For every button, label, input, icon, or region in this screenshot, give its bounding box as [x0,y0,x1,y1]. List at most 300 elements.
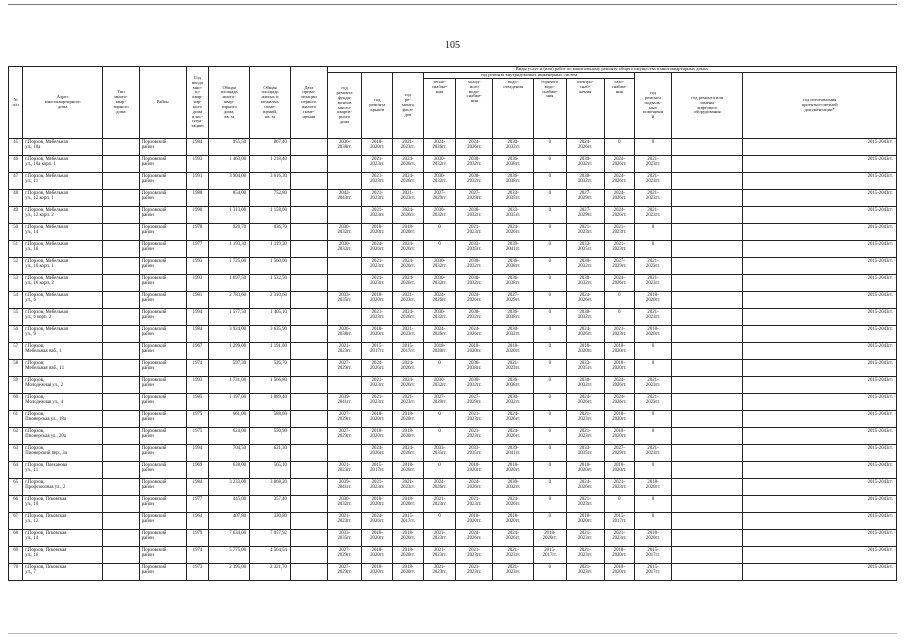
row-foundation: 2039- 2041гг. [327,394,362,411]
row-design: 2015-2043гг. [743,411,897,428]
row-area-living: 2 310,60 [250,292,291,309]
table-body [9,139,897,581]
row-hot-water: 0 [534,479,567,496]
row-roof: 2018- 2020гг. [362,411,393,428]
row-year: 1975 [186,411,208,428]
row-cold-water: 2021- 2023гг. [456,496,493,513]
row-year: 1984 [186,139,208,156]
row-hot-water: 0 [534,326,567,343]
row-number: 70 [9,564,23,581]
row-hot-water: 0 [534,173,567,190]
row-gas: 2018- 2020гг. [604,428,635,445]
row-district: Порховский район [139,479,186,496]
row-area: 7 634,00 [209,530,250,547]
row-basement: 2021- 2023гг. [635,309,672,326]
row-heat: 0 [423,428,456,445]
row-heat: 2024- 2026гг. [423,292,456,309]
row-hot-water: 0 [534,258,567,275]
row-hot-water: 2015- 2017гг. [534,547,567,564]
row-gas: 2015- 2017гг. [604,513,635,530]
row-district: Порховский район [139,496,186,513]
row-roof: 2018- 2020гг. [362,530,393,547]
row-electric: 2030- 2032гг. [566,173,604,190]
row-heat: 2027- 2029гг. [423,190,456,207]
col-heat: тепло- снабже- ния [423,79,456,139]
row-district: Порховский район [139,547,186,564]
row-sewer: 2024- 2026гг. [493,530,534,547]
row-district: Порховский район [139,411,186,428]
row-area-living: 4 564,54 [250,547,291,564]
row-roof: 2024- 2026гг. [362,445,393,462]
row-electric: 2024- 2026гг. [566,292,604,309]
row-facade: 2021- 2023гг. [393,394,424,411]
row-gas: 2027- 2029гг. [604,258,635,275]
row-year: 1973 [186,564,208,581]
row-electric: 2021- 2023гг. [566,564,604,581]
row-electric: 2030- 2032гг. [566,258,604,275]
row-type [102,360,139,377]
row-elevator [671,258,743,275]
row-roof: 2021- 2023гг. [362,309,393,326]
table-row [9,292,897,309]
row-electric: 2033- 2035гг. [566,445,604,462]
row-year: 1974 [186,547,208,564]
row-heat: 2021- 2023гг. [423,496,456,513]
register-sheet [8,66,897,581]
row-cold-water: 2018- 2020гг. [456,343,493,360]
row-basement: 2018- 2020гг. [635,326,672,343]
row-roof: 2021- 2023гг. [362,207,393,224]
table-row [9,411,897,428]
row-basement: 2021- 2023гг. [635,258,672,275]
row-area: 661,00 [209,411,250,428]
row-privatization [290,309,327,326]
row-electric: 2024- 2026гг. [566,479,604,496]
row-address: г.Порхов, Псковская ул., 10 [23,496,103,513]
row-year: 1981 [186,292,208,309]
row-address: г.Порхов, Мебельная ул., 16 корп. 1 [23,258,103,275]
row-district: Порховский район [139,156,186,173]
row-sewer: 2030- 2032гг. [493,139,534,156]
row-area-living: 1 218,40 [250,156,291,173]
row-type [102,445,139,462]
row-address: г.Порхов, Псковская ул., 7 [23,564,103,581]
row-privatization [290,547,327,564]
row-privatization [290,224,327,241]
row-hot-water: 0 [534,360,567,377]
row-hot-water: 0 [534,343,567,360]
row-hot-water: 0 [534,513,567,530]
row-type [102,241,139,258]
row-sewer: 2021- 2023гг. [493,564,534,581]
row-heat: 2027- 2029гг. [423,394,456,411]
row-address: г.Порхов, Мебельная ул., 6 [23,292,103,309]
row-type [102,292,139,309]
row-address: г.Порхов, Пионерская ул., 18а [23,411,103,428]
row-heat: 2021- 2023гг. [423,547,456,564]
row-area-living: 3 616,30 [250,173,291,190]
col-address: Адрес многоквартирного дома [23,67,103,139]
row-facade: 2015- 2017гг. [393,343,424,360]
row-heat: 2030- 2032гг. [423,275,456,292]
row-number: 48 [9,190,23,207]
row-hot-water: 0 [534,394,567,411]
row-area-living: 1 560,00 [250,258,291,275]
row-cold-water: 2021- 2023гг. [456,411,493,428]
row-hot-water: 0 [534,564,567,581]
row-roof: 2018- 2020гг. [362,428,393,445]
row-elevator [671,241,743,258]
table-row [9,190,897,207]
row-cold-water: 2021- 2023гг. [456,224,493,241]
row-area-living: 3 068,20 [250,479,291,496]
row-basement: 2021- 2023гг. [635,394,672,411]
row-basement: 2021- 2023гг. [635,445,672,462]
row-gas: 0 [604,496,635,513]
row-number: 54 [9,292,23,309]
row-facade: 2015- 2017гг. [393,513,424,530]
row-basement: 0 [635,139,672,156]
row-area-living: 1 089,40 [250,394,291,411]
row-address: г.Порхов, Псковская ул., 12 [23,513,103,530]
row-area-living: 1 158,00 [250,207,291,224]
row-area: 1 697,50 [209,275,250,292]
row-design: 2015-2043гг. [743,156,897,173]
row-roof: 2018- 2020гг. [362,326,393,343]
row-area-living: 588,00 [250,411,291,428]
table-row [9,207,897,224]
row-roof: 2018- 2020гг. [362,496,393,513]
row-area-living: 565,10 [250,462,291,479]
row-sewer: 2024- 2026гг. [493,224,534,241]
row-hot-water: 0 [534,190,567,207]
row-sewer: 2021- 2023гг. [493,547,534,564]
row-area: 638,00 [209,462,250,479]
row-hot-water: 0 [534,224,567,241]
row-heat: 2030- 2032гг. [423,173,456,190]
row-foundation [327,156,362,173]
row-elevator [671,139,743,156]
row-foundation: 2027- 2029гг. [327,547,362,564]
row-basement: 0 [635,411,672,428]
row-gas: 2024- 2026гг. [604,275,635,292]
row-address: г.Порхов, Мебельная ул., 16 корп. 2 [23,275,103,292]
row-foundation [327,377,362,394]
row-district: Порховский район [139,530,186,547]
row-hot-water: 0 [534,275,567,292]
row-sewer: 2024- 2026гг. [493,428,534,445]
row-roof: 2021- 2023гг. [362,275,393,292]
row-hot-water: 0 [534,139,567,156]
row-elevator [671,190,743,207]
row-roof: 2021- 2023гг. [362,479,393,496]
row-year: 1993 [186,377,208,394]
row-gas: 2021- 2023гг. [604,479,635,496]
row-design: 2015-2043гг. [743,292,897,309]
row-privatization [290,445,327,462]
row-privatization [290,275,327,292]
row-privatization [290,530,327,547]
row-design: 2015-2043гг. [743,173,897,190]
row-number: 67 [9,513,23,530]
row-cold-water: 2027- 2029гг. [456,190,493,207]
row-address: г.Порхов, Мебельная ул., 6 корп. 2 [23,309,103,326]
row-facade: 2021- 2023гг. [393,139,424,156]
row-elevator [671,428,743,445]
row-roof: 2021- 2023гг. [362,258,393,275]
row-address: г.Порхов, Мебельная наб., 1 [23,343,103,360]
row-area: 5 775,00 [209,547,250,564]
row-number: 61 [9,411,23,428]
row-number: 58 [9,360,23,377]
row-number: 60 [9,394,23,411]
row-area: 1 313,00 [209,207,250,224]
row-area: 1 193,30 [209,241,250,258]
table-row [9,139,897,156]
table-row [9,445,897,462]
table-row [9,224,897,241]
row-gas: 2024- 2026гг. [604,394,635,411]
row-gas: 2021- 2023гг. [604,241,635,258]
row-gas: 0 [604,139,635,156]
row-address: г.Порхов, Пионерский пер., 3а [23,445,103,462]
row-basement: 0 [635,241,672,258]
row-design: 2015-2043гг. [743,207,897,224]
row-privatization [290,360,327,377]
col-design: год изготовления проектно-сметной документации* [743,73,897,139]
col-roof: год ремонта крыши [362,73,393,139]
row-facade: 2024- 2026гг. [393,445,424,462]
row-hot-water: 0 [534,411,567,428]
row-foundation: 2027- 2029гг. [327,411,362,428]
row-gas: 0 [604,309,635,326]
row-sewer: 2021- 2023гг. [493,360,534,377]
row-district: Порховский район [139,309,186,326]
row-year: 1988 [186,190,208,207]
row-foundation: 2033- 2035гг. [327,530,362,547]
row-year: 1990 [186,207,208,224]
row-cold-water: 2030- 2032гг. [456,173,493,190]
row-sewer: 2033- 2035гг. [493,207,534,224]
row-area: 407,80 [209,513,250,530]
row-number: 55 [9,309,23,326]
row-area: 3 904,00 [209,173,250,190]
row-number: 62 [9,428,23,445]
row-area-living: 1 405,10 [250,309,291,326]
row-cold-water: 2024- 2026гг. [456,530,493,547]
row-address: г.Порхов, Мебельная ул., 12 корп. 1 [23,190,103,207]
row-cold-water: 2027- 2029гг. [456,394,493,411]
row-elevator [671,309,743,326]
row-number: 52 [9,258,23,275]
row-area: 1 463,00 [209,156,250,173]
row-area: 704,50 [209,445,250,462]
row-design: 2015-2043гг. [743,360,897,377]
row-area-living: 621,30 [250,445,291,462]
row-district: Порховский район [139,326,186,343]
row-foundation [327,173,362,190]
row-electric: 2030- 2032гг. [566,309,604,326]
row-foundation: 2021- 2023гг. [327,462,362,479]
row-roof: 2018- 2020гг. [362,139,393,156]
row-area: 854,00 [209,190,250,207]
row-heat: 2030- 2032гг. [423,207,456,224]
row-facade: 2021- 2023гг. [393,292,424,309]
row-sewer: 2024- 2026гг. [493,496,534,513]
row-sewer: 2018- 2020гг. [493,343,534,360]
row-number: 59 [9,377,23,394]
row-design: 2015-2043гг. [743,445,897,462]
col-num: № п/п [9,67,23,139]
row-facade: 2024- 2026гг. [393,377,424,394]
row-address: г.Порхов, Мебельная ул., 12 корп. 2 [23,207,103,224]
row-foundation [327,309,362,326]
row-elevator [671,377,743,394]
row-type [102,207,139,224]
row-number: 49 [9,207,23,224]
table-row [9,173,897,190]
row-sewer: 2027- 2029гг. [493,292,534,309]
row-facade: 2018- 2020гг. [393,224,424,241]
row-gas: 2018- 2020гг. [604,411,635,428]
col-area: Общая площадь много- квар- тирного дома, кв. м [209,67,250,139]
row-year: 1979 [186,530,208,547]
row-year: 1974 [186,360,208,377]
row-district: Порховский район [139,394,186,411]
row-roof: 2018- 2020гг. [362,224,393,241]
row-type [102,411,139,428]
row-district: Порховский район [139,258,186,275]
row-design: 2015-2043гг. [743,377,897,394]
table-row [9,513,897,530]
col-elevator: год ремонта или замены лифтового оборудования [671,73,743,139]
row-type [102,309,139,326]
row-district: Порховский район [139,428,186,445]
table-row [9,428,897,445]
row-address: г.Порхов, Мебельная ул., 10а корп. 1 [23,156,103,173]
table-row [9,547,897,564]
row-type [102,377,139,394]
row-elevator [671,547,743,564]
row-roof: 2015- 2017гг. [362,462,393,479]
row-address: г.Порхов, Мебельная наб., 11 [23,360,103,377]
row-area: 3 233,00 [209,479,250,496]
row-foundation: 2036- 2038гг. [327,139,362,156]
row-gas: 2018- 2020гг. [604,547,635,564]
row-area: 1 197,00 [209,394,250,411]
row-facade: 2024- 2026гг. [393,275,424,292]
row-heat: 2018- 2020гг. [423,343,456,360]
row-area: 920,70 [209,224,250,241]
row-electric: 2021- 2023гг. [566,496,604,513]
row-type [102,513,139,530]
row-design: 2015-2043гг. [743,309,897,326]
row-privatization [290,513,327,530]
table-header [9,67,897,139]
row-district: Порховский район [139,275,186,292]
row-sewer: 2030- 2032гг. [493,394,534,411]
row-area: 3 924,00 [209,326,250,343]
row-district: Порховский район [139,343,186,360]
row-foundation [327,445,362,462]
row-design: 2015-2043гг. [743,241,897,258]
row-address: г.Порхов, Мебельная ул., 11 [23,173,103,190]
row-sewer: 2024- 2026гг. [493,411,534,428]
row-design: 2015-2043гг. [743,326,897,343]
row-facade: 2024- 2026гг. [393,207,424,224]
row-district: Порховский район [139,190,186,207]
row-hot-water: 0 [534,309,567,326]
row-elevator [671,496,743,513]
row-area: 2 783,60 [209,292,250,309]
row-area-living: 526,70 [250,360,291,377]
row-electric: 2018- 2020гг. [566,343,604,360]
row-electric: 2024- 2026гг. [566,326,604,343]
row-basement: 2018- 2020гг. [635,479,672,496]
row-district: Порховский район [139,207,186,224]
row-year: 1991 [186,173,208,190]
row-cold-water: 2030- 2032гг. [456,258,493,275]
row-basement: 0 [635,496,672,513]
table-row [9,156,897,173]
row-type [102,173,139,190]
row-area-living: 1 191,00 [250,343,291,360]
row-facade: 2018- 2020гг. [393,547,424,564]
row-address: г.Порхов, Профсоюзная ул., 2 [23,479,103,496]
row-year: 1985 [186,394,208,411]
row-number: 69 [9,547,23,564]
row-privatization [290,411,327,428]
row-heat: 2033- 2035гг. [423,445,456,462]
row-roof: 2024- 2026гг. [362,241,393,258]
row-address: г.Порхов, Мебельная ул., 9 [23,326,103,343]
row-electric: 2021- 2023гг. [566,224,604,241]
row-number: 56 [9,326,23,343]
row-sewer: 2036- 2038гг. [493,156,534,173]
row-elevator [671,343,743,360]
row-sewer: 2030- 2032гг. [493,326,534,343]
row-cold-water: 2033- 2035гг. [456,445,493,462]
row-area-living: 330,80 [250,513,291,530]
row-elevator [671,394,743,411]
row-cold-water: 2024- 2026гг. [456,292,493,309]
engineering-group: год ремонта внутридомовых инженерных систем [423,73,634,79]
row-heat: 0 [423,513,456,530]
row-roof: 2021- 2023гг. [362,156,393,173]
row-elevator [671,207,743,224]
row-cold-water: 2018- 2020гг. [456,462,493,479]
row-year: 1984 [186,479,208,496]
row-basement: 0 [635,513,672,530]
services-title: Виды услуг и (или) работ по капитальному ремонту общего имущества в многоквартирных домах [327,67,896,73]
row-heat: 0 [423,411,456,428]
row-number: 66 [9,496,23,513]
table-row [9,343,897,360]
row-area: 445,00 [209,496,250,513]
row-roof: 2024- 2026гг. [362,513,393,530]
row-heat: 2030- 2032гг. [423,258,456,275]
row-foundation: 2027- 2029гг. [327,360,362,377]
row-design: 2015-2043гг. [743,513,897,530]
row-electric: 2030- 2032гг. [566,275,604,292]
row-foundation: 2021- 2023гг. [327,513,362,530]
row-area: 1 299,00 [209,343,250,360]
table-row [9,258,897,275]
row-heat: 2024- 2026гг. [423,326,456,343]
row-design: 2015-2043гг. [743,343,897,360]
row-address: г.Порхов, Мебельная ул., 14 [23,224,103,241]
row-hot-water: 0 [534,292,567,309]
